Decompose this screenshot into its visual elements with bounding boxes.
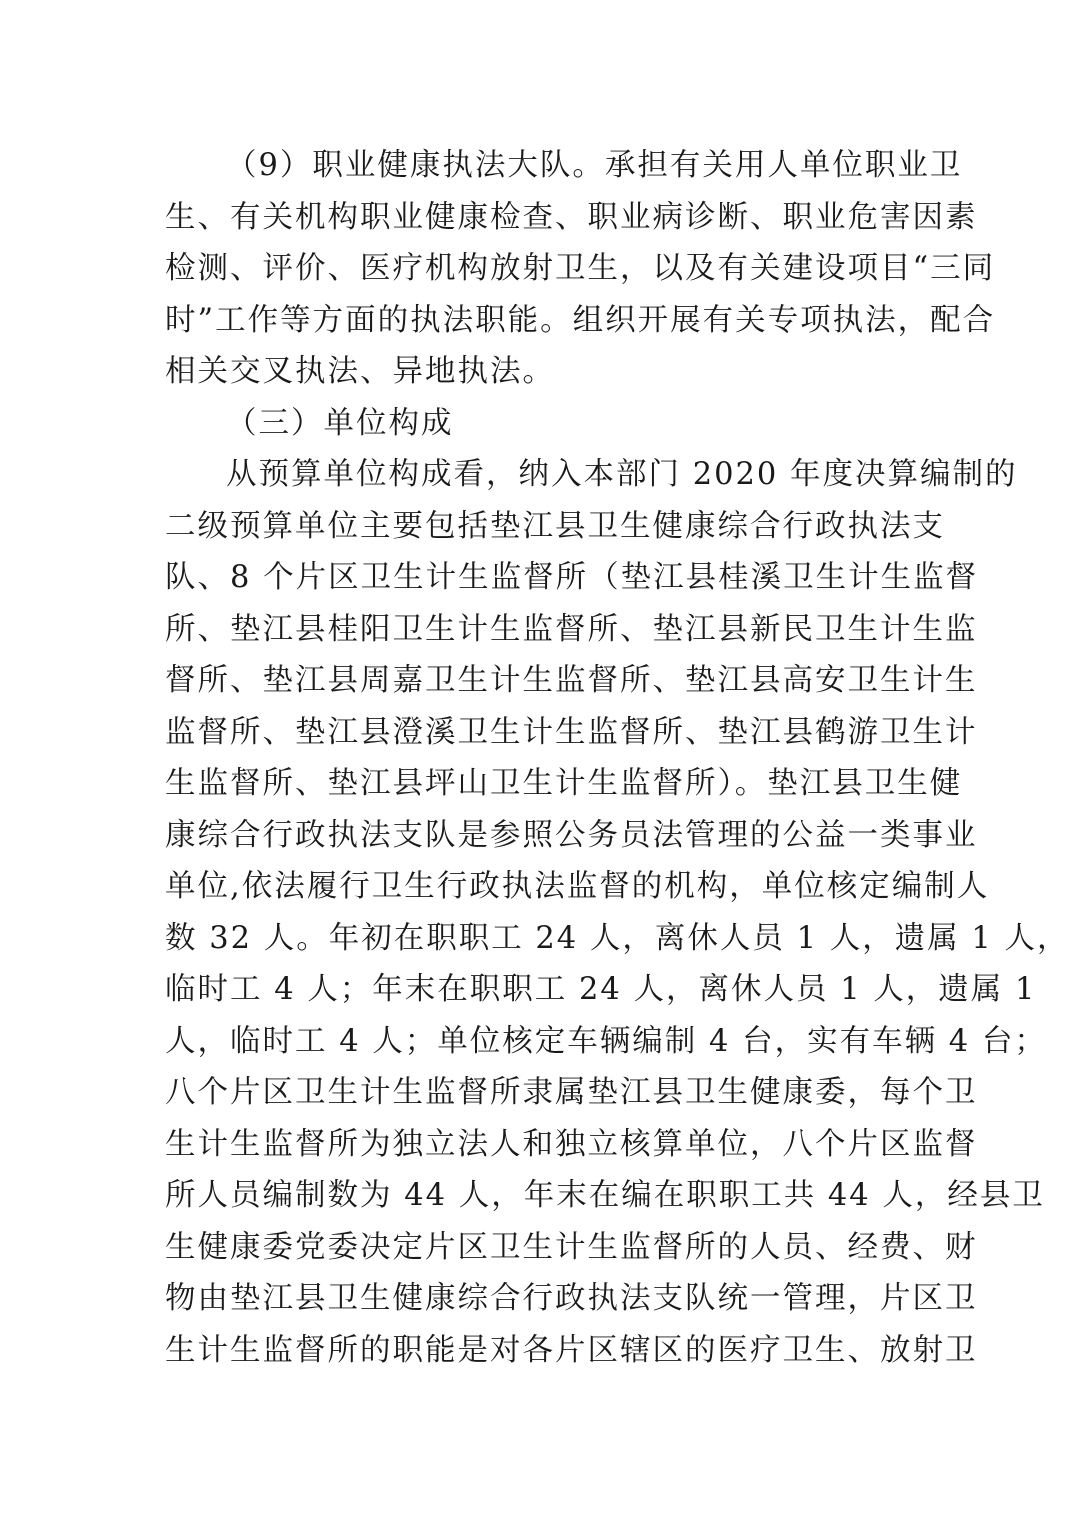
text-line: 生监督所、垫江县坪山卫生计生监督所）。垫江县卫生健 [165,766,963,801]
text-line: 八个片区卫生计生监督所隶属垫江县卫生健康委，每个卫 [165,1075,978,1110]
text-line: 时”工作等方面的执法职能。组织开展有关专项执法，配合 [165,302,996,338]
text-line: 物由垫江县卫生健康综合行政执法支队统一管理，片区卫 [165,1281,978,1316]
text-line: 队、8 个片区卫生计生监督所（垫江县桂溪卫生计生监督 [165,560,979,595]
body-text [165,140,1070,1376]
text-line: 生计生监督所为独立法人和独立核算单位，八个片区监督 [165,1126,978,1162]
text-line: 所、垫江县桂阳卫生计生监督所、垫江县新民卫生计生监 [165,611,978,647]
text-line: 生健康委党委决定片区卫生计生监督所的人员、经费、财 [165,1229,978,1265]
text-line: 康综合行政执法支队是参照公务员法管理的公益一类事业 [165,817,978,853]
text-line: 所人员编制数为 44 人，年末在编在职职工共 44 人，经县卫 [165,1178,1045,1213]
text-line: 相关交叉执法、异地执法。 [165,354,555,389]
text-line: 生计生监督所的职能是对各片区辖区的医疗卫生、放射卫 [165,1332,978,1368]
text-line: 生、有关机构职业健康检查、职业病诊断、职业危害因素 [165,199,978,235]
text-line: 检测、评价、医疗机构放射卫生，以及有关建设项目“三同 [165,251,996,286]
text-line: 数 32 人。年初在职职工 24 人，离休人员 1 人，遗属 1 人， [165,920,1070,956]
text-line: 人，临时工 4 人；单位核定车辆编制 4 台，实有车辆 4 台； [165,1023,1047,1059]
text-line: 临时工 4 人；年末在职职工 24 人，离休人员 1 人，遗属 1 [165,972,1037,1007]
text-line: 督所、垫江县周嘉卫生计生监督所、垫江县高安卫生计生 [165,663,978,698]
text-line: 从预算单位构成看，纳入本部门 2020 年度决算编制的 [226,457,1018,492]
text-line: 单位,依法履行卫生行政执法监督的机构，单位核定编制人 [165,869,990,904]
section-heading: （三）单位构成 [226,405,454,441]
text-line: 监督所、垫江县澄溪卫生计生监督所、垫江县鹤游卫生计 [165,714,978,750]
text-line: （9）职业健康执法大队。承担有关用人单位职业卫 [226,148,963,183]
text-line: 二级预算单位主要包括垫江县卫生健康综合行政执法支 [165,508,945,544]
